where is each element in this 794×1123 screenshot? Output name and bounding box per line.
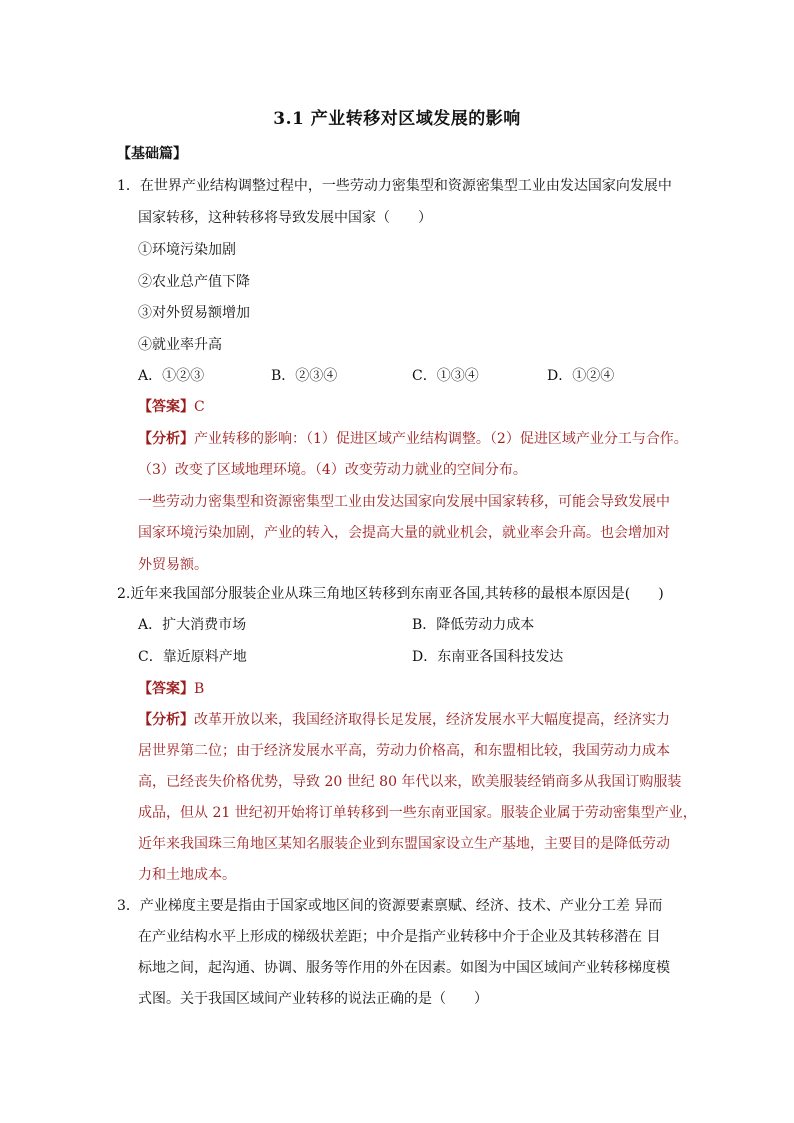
- q2-analysis-text-1: 改革开放以来，我国经济取得长足发展，经济发展水平大幅度提高，经济实力: [194, 712, 670, 728]
- q1-analysis-line-5: 外贸易额。: [138, 557, 208, 573]
- q2-option-c: C．靠近原料产地: [138, 649, 247, 665]
- q1-option-c: C．①③④: [412, 368, 479, 384]
- q1-stem-line-2: 国家转移，这种转移将导致发展中国家（ ）: [138, 210, 432, 226]
- page-title: 3.1 产业转移对区域发展的影响: [273, 109, 521, 129]
- q2-option-d: D．东南亚各国科技发达: [412, 649, 564, 665]
- section-heading: 【基础篇】: [117, 146, 187, 162]
- q1-analysis-tag: 【分析】: [138, 431, 194, 447]
- q2-analysis-line-1: [138, 710, 670, 730]
- q2-analysis-line-4: 成品，但从 21 世纪初开始将订单转移到一些东南亚国家。服装企业属于劳动密集型产业，: [138, 805, 697, 821]
- q1-answer-tag: 【答案】: [138, 399, 194, 415]
- q1-stem-line-1: 1．在世界产业结构调整过程中，一些劳动力密集型和资源密集型工业由发达国家向发展中: [117, 178, 672, 194]
- q2-answer-tag: 【答案】: [138, 681, 194, 697]
- q1-option-a: A．①②③: [138, 368, 205, 384]
- q1-analysis-line-2: （3）改变了区域地理环境。（4）改变劳动力就业的空间分布。: [138, 462, 527, 478]
- q1-answer: [138, 397, 205, 417]
- q3-stem-line-4: 式图。关于我国区域间产业转移的说法正确的是（ ）: [138, 991, 488, 1007]
- q2-analysis-line-2: 居世界第二位；由于经济发展水平高，劳动力价格高，和东盟相比较，我国劳动力成本: [138, 743, 670, 759]
- q1-answer-value: C: [194, 399, 205, 415]
- q3-stem-line-2: 在产业结构水平上形成的梯级状差距；中介是指产业转移中介于企业及其转移潜在 目: [138, 929, 661, 945]
- q2-analysis-tag: 【分析】: [138, 712, 194, 728]
- q1-item-3: ③对外贸易额增加: [138, 305, 250, 321]
- q2-option-a: A．扩大消费市场: [138, 617, 247, 633]
- q1-option-b: B．②③④: [271, 368, 338, 384]
- q1-analysis-line-4: 国家环境污染加剧，产业的转入，会提高大量的就业机会，就业率会升高。也会增加对: [138, 525, 670, 541]
- q1-item-4: ④就业率升高: [138, 337, 222, 353]
- q2-analysis-line-5: 近年来我国珠三角地区某知名服装企业到东盟国家设立生产基地，主要目的是降低劳动: [138, 836, 670, 852]
- q3-stem-line-1: 3．产业梯度主要是指由于国家或地区间的资源要素禀赋、经济、技术、产业分工差 异而: [117, 898, 663, 914]
- q1-option-d: D．①②④: [547, 368, 615, 384]
- q1-item-1: ①环境污染加剧: [138, 242, 236, 258]
- q1-analysis-text-1: 产业转移的影响：（1）促进区域产业结构调整。（2）促进区域产业分工与合作。: [194, 431, 688, 447]
- q2-option-b: B．降低劳动力成本: [412, 617, 535, 633]
- q2-stem-line-1: 2.近年来我国部分服装企业从珠三角地区转移到东南亚各国,其转移的最根本原因是( ): [117, 586, 664, 602]
- q2-analysis-line-6: 力和土地成本。: [138, 867, 236, 883]
- q1-analysis-line-3: 一些劳动力密集型和资源密集型工业由发达国家向发展中国家转移，可能会导致发展中: [138, 494, 670, 510]
- q2-analysis-line-3: 高，已经丧失价格优势，导致 20 世纪 80 年代以来，欧美服装经销商多从我国订购服装: [138, 774, 682, 790]
- q2-answer-value: B: [194, 681, 205, 697]
- q2-answer: [138, 679, 204, 699]
- q1-analysis-line-1: [138, 429, 688, 449]
- q1-item-2: ②农业总产值下降: [138, 274, 250, 290]
- q3-stem-line-3: 标地之间，起沟通、协调、服务等作用的外在因素。如图为中国区域间产业转移梯度模: [138, 960, 670, 976]
